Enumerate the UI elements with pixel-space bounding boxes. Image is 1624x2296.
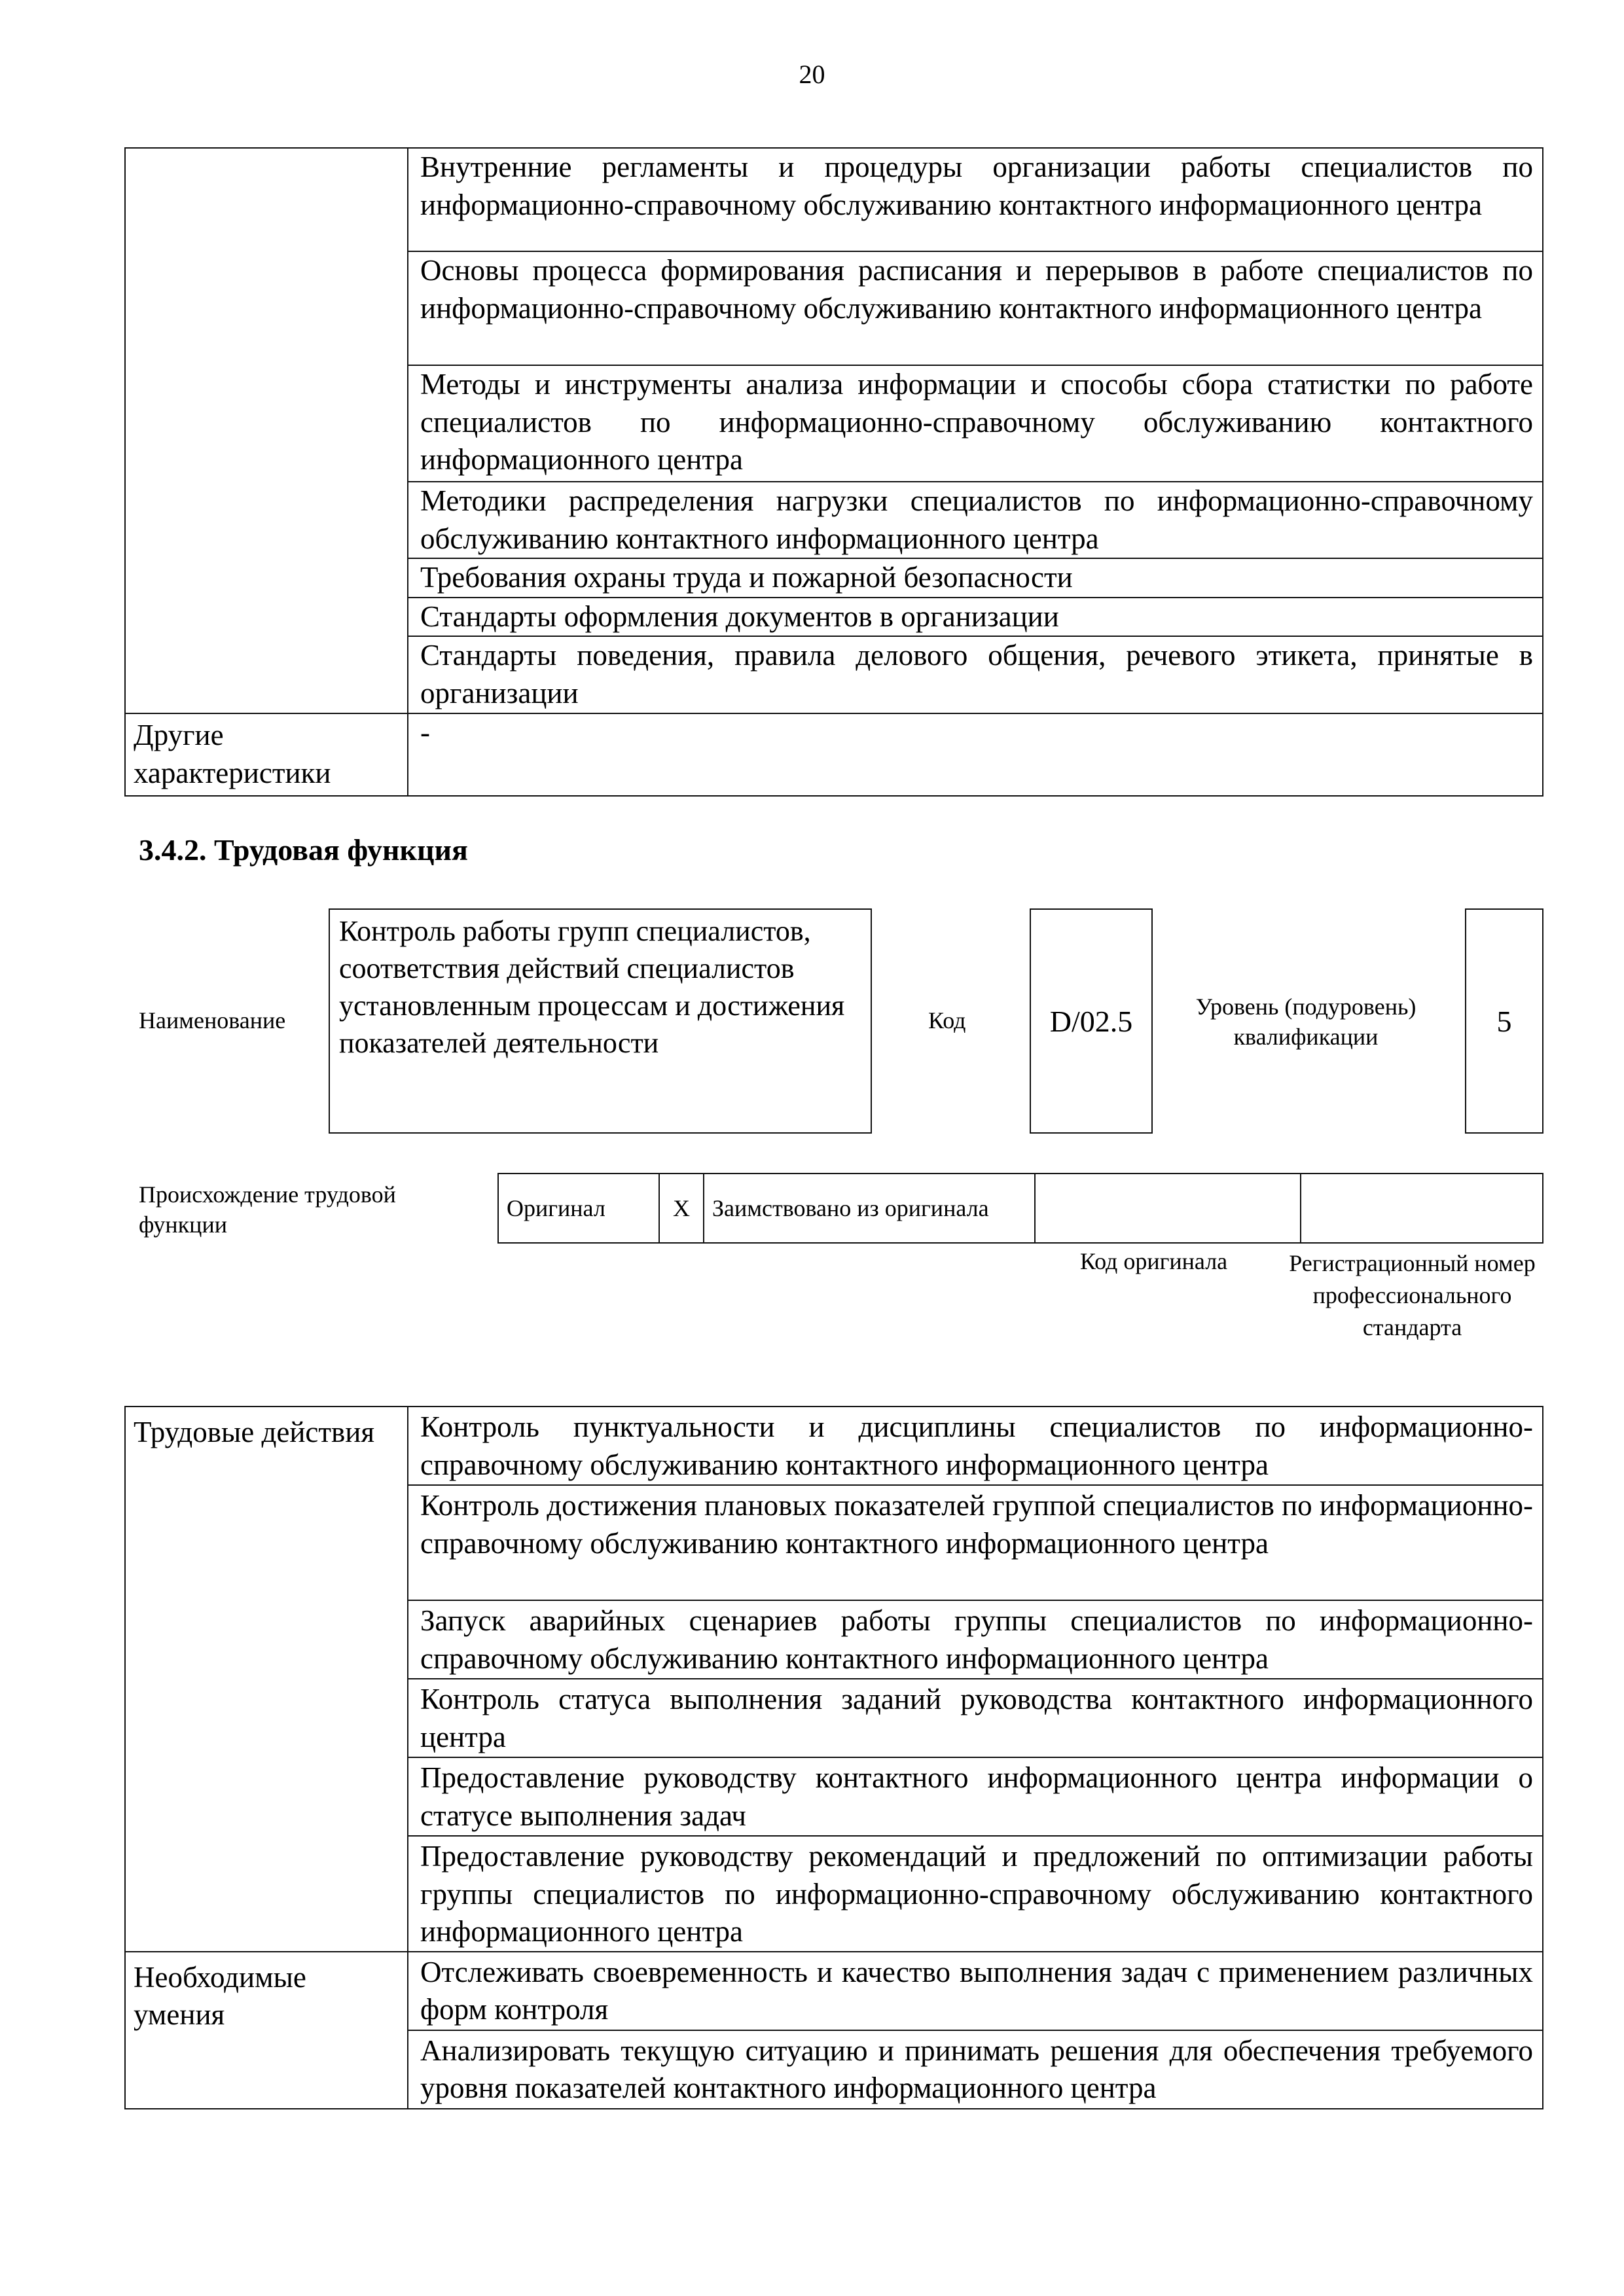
section-title: 3.4.2. Трудовая функция bbox=[139, 833, 468, 867]
table-cell: Основы процесса формирования расписания и перерывов в работе специалистов по информационно-справочному обслуживанию контактного информационного центра bbox=[408, 251, 1543, 365]
table-row bbox=[125, 1952, 1543, 2030]
table-cell: Контроль статуса выполнения заданий руководства контактного информационного центра bbox=[408, 1679, 1543, 1757]
code-box: D/02.5 bbox=[1030, 908, 1153, 1134]
table-cell: Анализировать текущую ситуацию и принимать решения для обеспечения требуемого уровня показателей контактного информационного центра bbox=[408, 2030, 1543, 2109]
table-row bbox=[498, 1174, 1543, 1243]
origin-label: Происхождение трудовой функции bbox=[139, 1181, 396, 1238]
knowledge-label-cell bbox=[125, 148, 408, 713]
original-cell: Оригинал bbox=[498, 1174, 659, 1243]
table-cell: Методики распределения нагрузки специалистов по информационно-справочному обслуживанию контактного информационного центра bbox=[408, 482, 1543, 558]
table-row bbox=[125, 713, 1543, 795]
original-code-caption: Код оригинала bbox=[1079, 1248, 1228, 1274]
level-label: Уровень (подуровень) квалификации bbox=[1195, 994, 1416, 1050]
table-cell: Отслеживать своевременность и качество выполнения задач с применением различных форм контроля bbox=[408, 1952, 1543, 2030]
actions-label: Трудовые действия bbox=[125, 1407, 408, 1952]
other-characteristics-label: Другие характеристики bbox=[125, 713, 408, 795]
table-cell: Требования охраны труда и пожарной безопасности bbox=[408, 558, 1543, 598]
table-cell: Стандарты поведения, правила делового общения, речевого этикета, принятые в организации bbox=[408, 636, 1543, 713]
name-label: Наименование bbox=[139, 1007, 286, 1033]
table-cell: Контроль пунктуальности и дисциплины специалистов по информационно-справочному обслуживанию контактного информационного центра bbox=[408, 1407, 1543, 1485]
other-characteristics-value: - bbox=[408, 713, 1543, 795]
registration-number-caption: Регистрационный номер профессионального стандарта bbox=[1289, 1250, 1536, 1340]
table-cell: Методы и инструменты анализа информации и способы сбора статистки по работе специалистов по информационно-справочному обслуживанию контактного информационного центра bbox=[408, 365, 1543, 482]
table-cell: Предоставление руководству контактного информационного центра информации о статусе выполнения задач bbox=[408, 1757, 1543, 1836]
table-cell: Внутренние регламенты и процедуры организации работы специалистов по информационно-справочному обслуживанию контактного информационного центра bbox=[408, 148, 1543, 251]
skills-label: Необходимые умения bbox=[125, 1952, 408, 2109]
table-row bbox=[125, 1407, 1543, 1485]
actions-skills-table bbox=[124, 1406, 1543, 2109]
code-label: Код bbox=[928, 1007, 966, 1033]
table-cell: Предоставление руководству рекомендаций и предложений по оптимизации работы группы специалистов по информационно-справочному обслуживанию контактного информационного центра bbox=[408, 1836, 1543, 1952]
table-cell: Запуск аварийных сценариев работы группы специалистов по информационно-справочному обслуживанию контактного информационного центра bbox=[408, 1600, 1543, 1679]
origin-table bbox=[497, 1173, 1543, 1244]
table-row bbox=[125, 148, 1543, 251]
registration-number-cell bbox=[1301, 1174, 1543, 1243]
knowledge-table bbox=[124, 147, 1543, 797]
level-box: 5 bbox=[1465, 908, 1543, 1134]
borrowed-cell: Заимствовано из оригинала bbox=[704, 1174, 1035, 1243]
original-code-cell bbox=[1035, 1174, 1301, 1243]
table-cell: Стандарты оформления документов в организации bbox=[408, 598, 1543, 637]
table-cell: Контроль достижения плановых показателей группой специалистов по информационно-справочному обслуживанию контактного информационного центра bbox=[408, 1485, 1543, 1600]
function-name-box: Контроль работы групп специалистов, соответствия действий специалистов установленным процессам и достижения показателей деятельности bbox=[329, 908, 872, 1134]
original-mark: X bbox=[659, 1174, 704, 1243]
page-number: 20 bbox=[799, 60, 825, 89]
